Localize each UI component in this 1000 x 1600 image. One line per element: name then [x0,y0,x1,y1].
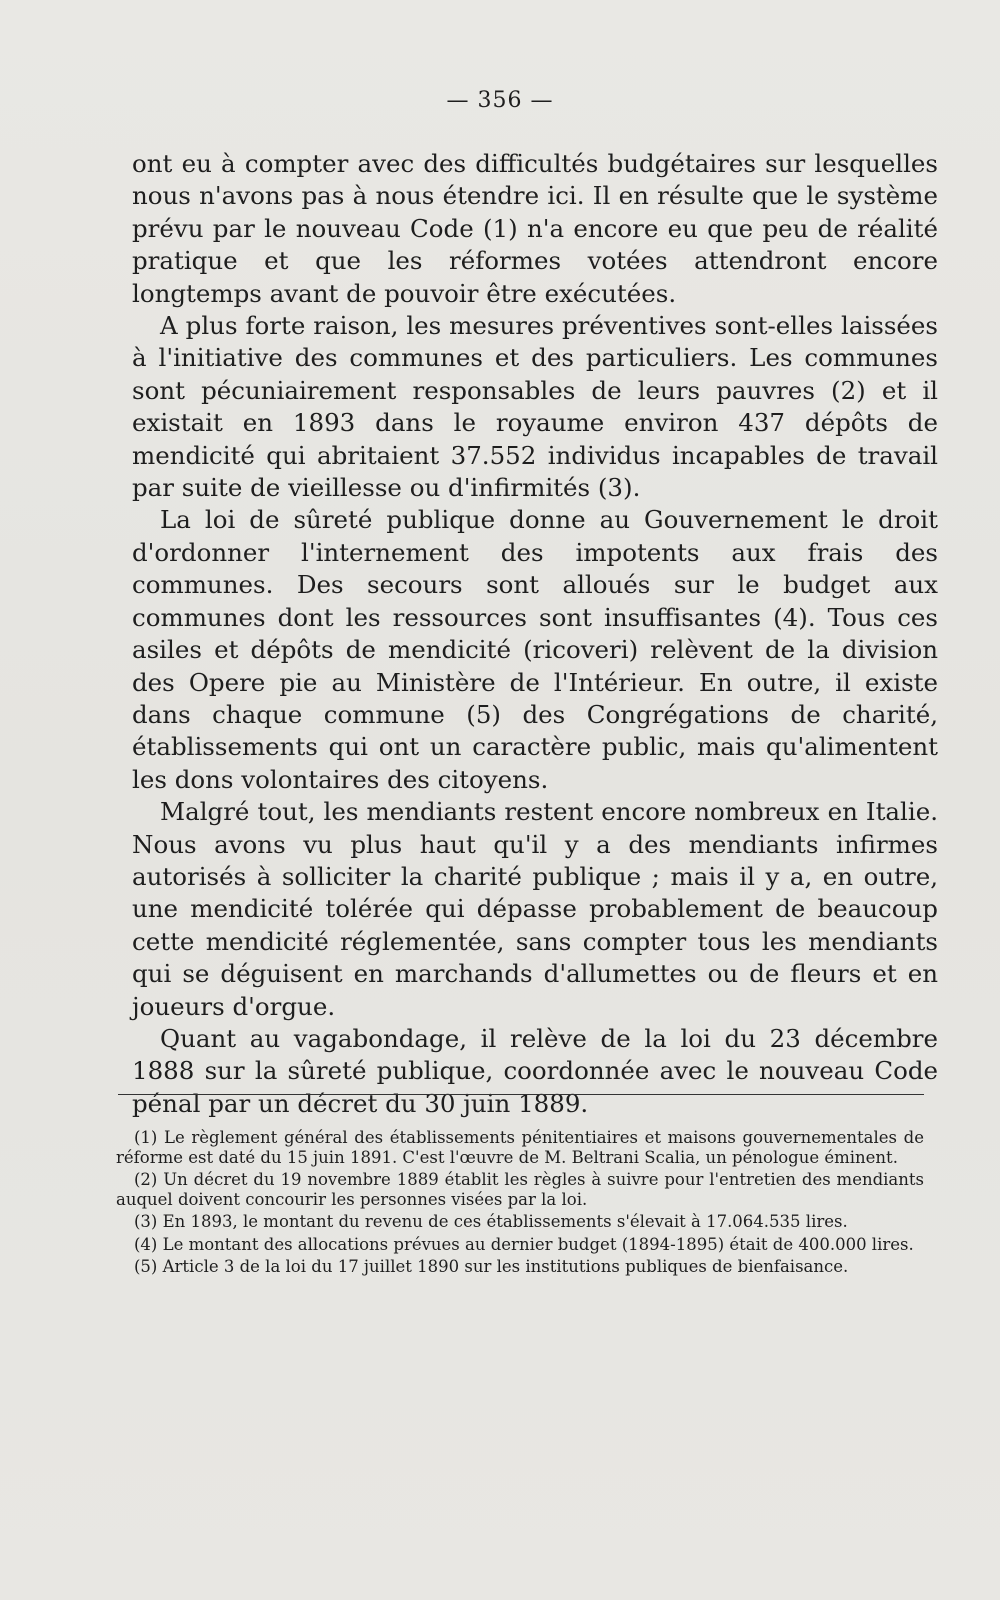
footnote: (3) En 1893, le montant du revenu de ces établissements s'élevait à 17.064.535 lires. [134,1212,848,1231]
footnote: (1) Le règlement général des établissements pénitentiaires et maisons gouvernementales de réforme est daté du 15 juin 1891. C'est l'œuvre de M. Beltrani Scalia, un pénologue éminent. [116,1128,924,1167]
footnote-divider [118,1094,924,1095]
paragraph: Quant au vagabondage, il relève de la loi du 23 décembre 1888 sur la sûreté publique, coordonnée avec le nouveau Code pénal par un décret du 30 juin 1889. [132,1023,938,1118]
paragraph: A plus forte raison, les mesures préventives sont-elles laissées à l'initiative des communes et des particuliers. Les communes sont pécuniairement responsables de leurs pauvres (2) et il existait en 1893 dans le royaume environ 437 dépôts de mendicité qui abritaient 37.552 individus incapables de travail par suite de vieillesse ou d'infirmités (3). [132,311,938,503]
body-text [132,148,938,1120]
footnote: (2) Un décret du 19 novembre 1889 établit les règles à suivre pour l'entretien des mendiants auquel doivent concourir les personnes visées par la loi. [116,1170,924,1209]
page-number: — 356 — [446,88,554,113]
footnotes [116,1128,924,1280]
paragraph: La loi de sûreté publique donne au Gouvernement le droit d'ordonner l'internement des impotents aux frais des communes. Des secours sont alloués sur le budget aux communes dont les ressources sont insuffisantes (4). Tous ces asiles et dépôts de mendicité (ricoveri) relèvent de la division des Opere pie au Ministère de l'Intérieur. En outre, il existe dans chaque commune (5) des Congrégations de charité, établissements qui ont un caractère public, mais qu'alimentent les dons volontaires des citoyens. [132,505,938,794]
footnote: (5) Article 3 de la loi du 17 juillet 1890 sur les institutions publiques de bienfaisance. [134,1257,849,1276]
paragraph: ont eu à compter avec des difficultés budgétaires sur lesquelles nous n'avons pas à nous étendre ici. Il en résulte que le système prévu par le nouveau Code (1) n'a encore eu que peu de réalité pratique et que les réformes votées attendront encore longtemps avant de pouvoir être exécutées. [132,149,938,308]
paragraph: Malgré tout, les mendiants restent encore nombreux en Italie. Nous avons vu plus haut qu'il y a des mendiants infirmes autorisés à solliciter la charité publique ; mais il y a, en outre, une mendicité tolérée qui dépasse probablement de beaucoup cette mendicité réglementée, sans compter tous les mendiants qui se déguisent en marchands d'allumettes ou de fleurs et en joueurs d'orgue. [132,797,938,1021]
footnote: (4) Le montant des allocations prévues au dernier budget (1894-1895) était de 400.000 lires. [134,1234,914,1254]
